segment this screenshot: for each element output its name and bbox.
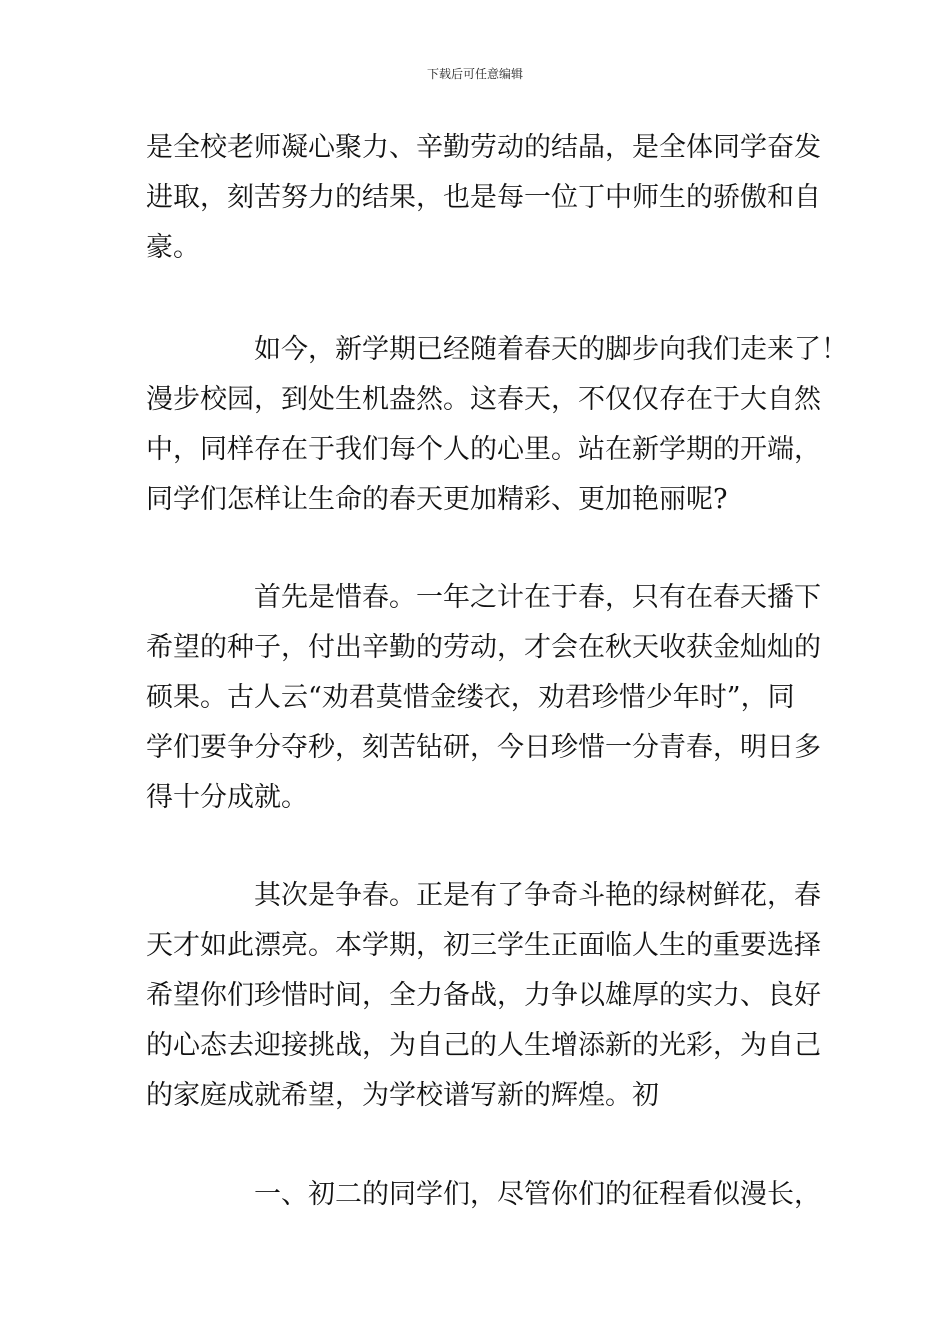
paragraph-3 xyxy=(146,573,836,823)
paragraph-line: 硕果。古人云“劝君莫惜金缕衣，劝君珍惜少年时”，同 xyxy=(146,682,795,713)
paragraph-line: 是全校老师凝心聚力、辛勤劳动的结晶，是全体同学奋发 xyxy=(146,132,821,163)
paragraph-first-line: 其次是争春。正是有了争奇斗艳的绿树鲜花，春 xyxy=(254,880,821,911)
paragraph-line: 中，同样存在于我们每个人的心里。站在新学期的开端， xyxy=(146,434,821,465)
paragraph-line: 进取，刻苦努力的结果，也是每一位丁中师生的骄傲和自 xyxy=(146,182,821,213)
paragraph-line: 豪。 xyxy=(146,232,200,263)
paragraph-line: 漫步校园，到处生机盎然。这春天，不仅仅存在于大自然 xyxy=(146,384,821,415)
paragraph-line: 得十分成就。 xyxy=(146,782,308,813)
paragraph-line: 希望的种子，付出辛勤的劳动，才会在秋天收获金灿灿的 xyxy=(146,632,821,663)
paragraph-1 xyxy=(146,123,836,273)
paragraph-line: 的心态去迎接挑战，为自己的人生增添新的光彩，为自己 xyxy=(146,1030,821,1061)
page-header: 下载后可任意编辑 xyxy=(426,67,523,81)
paragraph-line: 天才如此漂亮。本学期，初三学生正面临人生的重要选择 xyxy=(146,930,821,961)
paragraph-line: 学们要争分夺秒，刻苦钻研，今日珍惜一分青春，明日多 xyxy=(146,732,821,763)
paragraph-line: 希望你们珍惜时间，全力备战，力争以雄厚的实力、良好 xyxy=(146,980,821,1011)
paragraph-first-line: 首先是惜春。一年之计在于春，只有在春天播下 xyxy=(254,582,821,613)
paragraph-line: 同学们怎样让生命的春天更加精彩、更加艳丽呢? xyxy=(146,484,728,515)
paragraph-line: 的家庭成就希望，为学校谱写新的辉煌。初 xyxy=(146,1080,659,1111)
paragraph-first-line: 一、初二的同学们，尽管你们的征程看似漫长， xyxy=(254,1179,821,1210)
paragraph-2 xyxy=(146,325,848,525)
paragraph-first-line: 如今，新学期已经随着春天的脚步向我们走来了！ xyxy=(254,334,848,365)
paragraph-4 xyxy=(146,871,836,1121)
paragraph-5 xyxy=(146,1170,836,1220)
